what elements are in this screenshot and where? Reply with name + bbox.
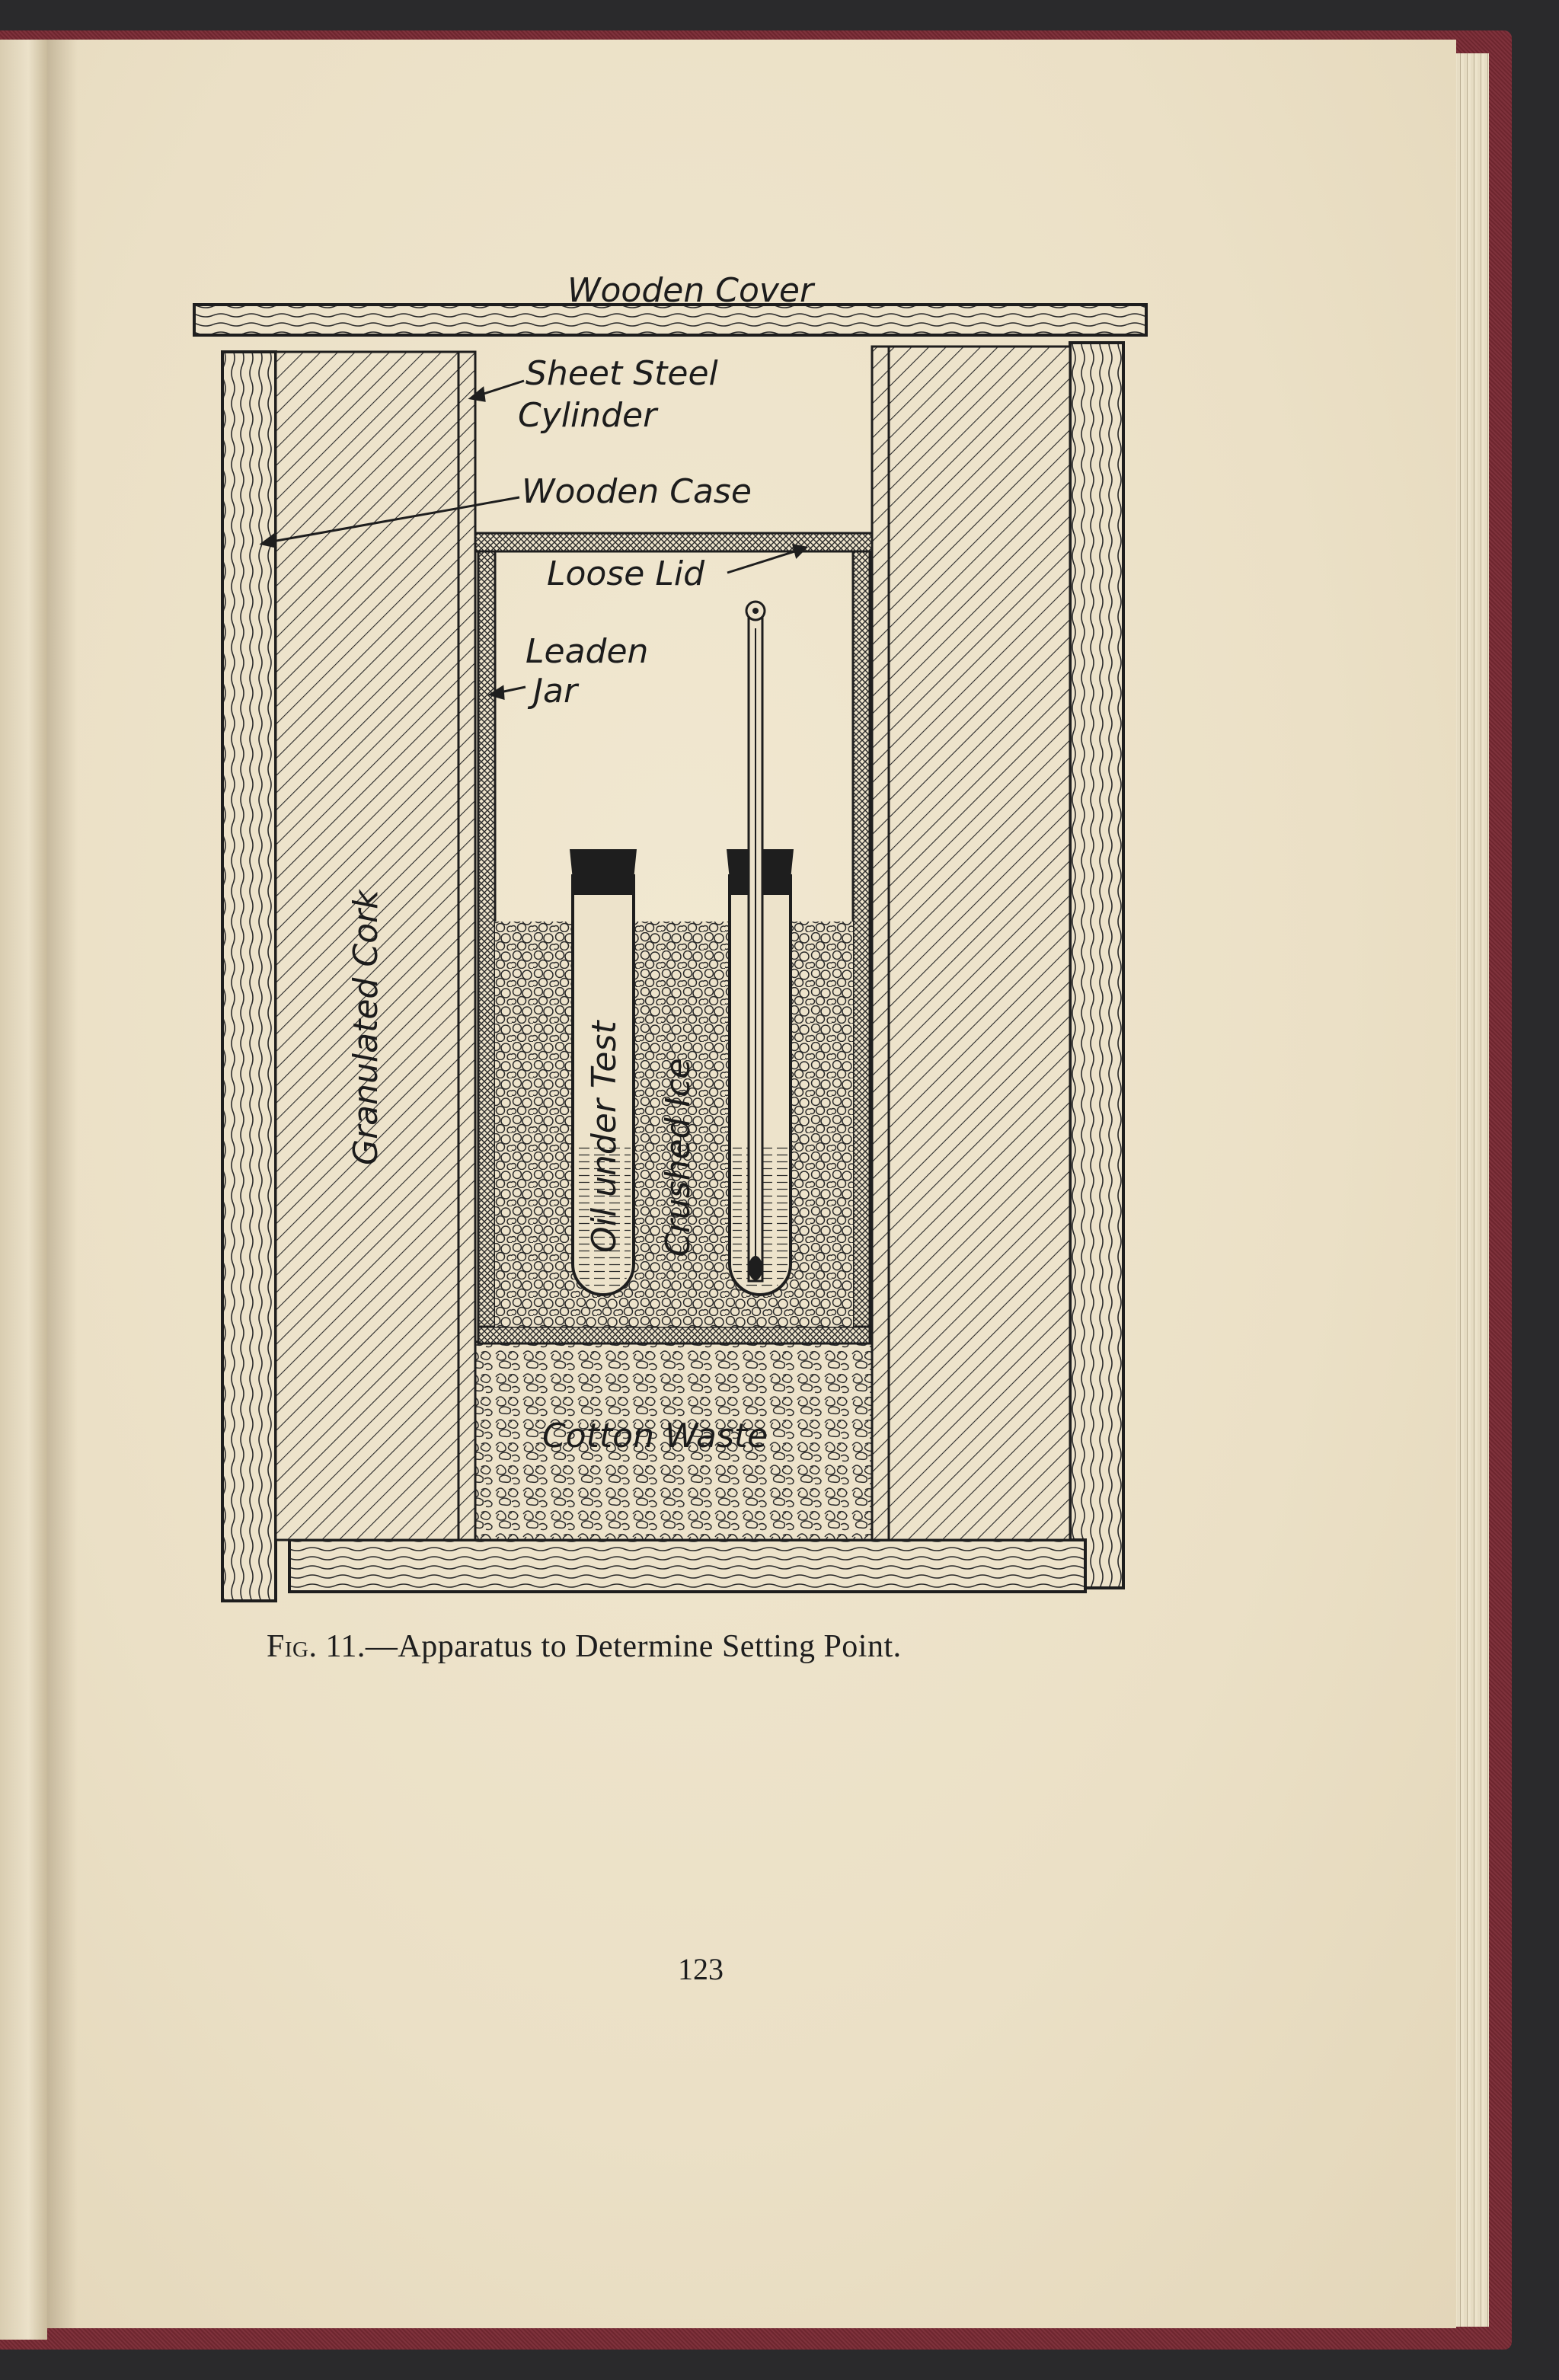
granulated-cork-right bbox=[887, 347, 1070, 1540]
label-oil-under-test: Oil under Test bbox=[585, 1021, 624, 1253]
label-granulated-cork: Granulated Cork bbox=[347, 890, 385, 1165]
loose-lid bbox=[475, 533, 872, 551]
label-cylinder: Cylinder bbox=[518, 396, 657, 435]
page-number: 123 bbox=[678, 1952, 724, 1986]
figure-caption bbox=[267, 1628, 1180, 1665]
steel-cylinder-left-wall bbox=[458, 352, 475, 1540]
caption-fig-label: Fig. 11. bbox=[267, 1629, 366, 1664]
label-crushed-ice: Crushed Ice bbox=[659, 1058, 698, 1257]
leaden-jar-bottom bbox=[478, 1327, 870, 1343]
label-jar: Jar bbox=[533, 672, 578, 711]
label-sheet-steel: Sheet Steel bbox=[526, 354, 718, 393]
label-wooden-cover: Wooden Cover bbox=[567, 271, 814, 310]
leaden-jar-right-wall bbox=[853, 551, 870, 1342]
caption-text: Apparatus to Determine Setting Point. bbox=[398, 1629, 902, 1664]
wooden-case-right-wall bbox=[1070, 343, 1123, 1588]
wooden-case-bottom bbox=[289, 1540, 1085, 1592]
test-tube-thermometer bbox=[727, 602, 794, 1295]
leaden-jar-left-wall bbox=[478, 551, 495, 1342]
label-cotton-waste: Cotton Waste bbox=[542, 1417, 768, 1455]
label-leaden: Leaden bbox=[526, 632, 649, 671]
caption-dash: — bbox=[365, 1629, 398, 1664]
label-loose-lid: Loose Lid bbox=[547, 554, 705, 593]
label-wooden-case: Wooden Case bbox=[522, 472, 752, 511]
steel-cylinder-right-wall bbox=[872, 347, 889, 1540]
